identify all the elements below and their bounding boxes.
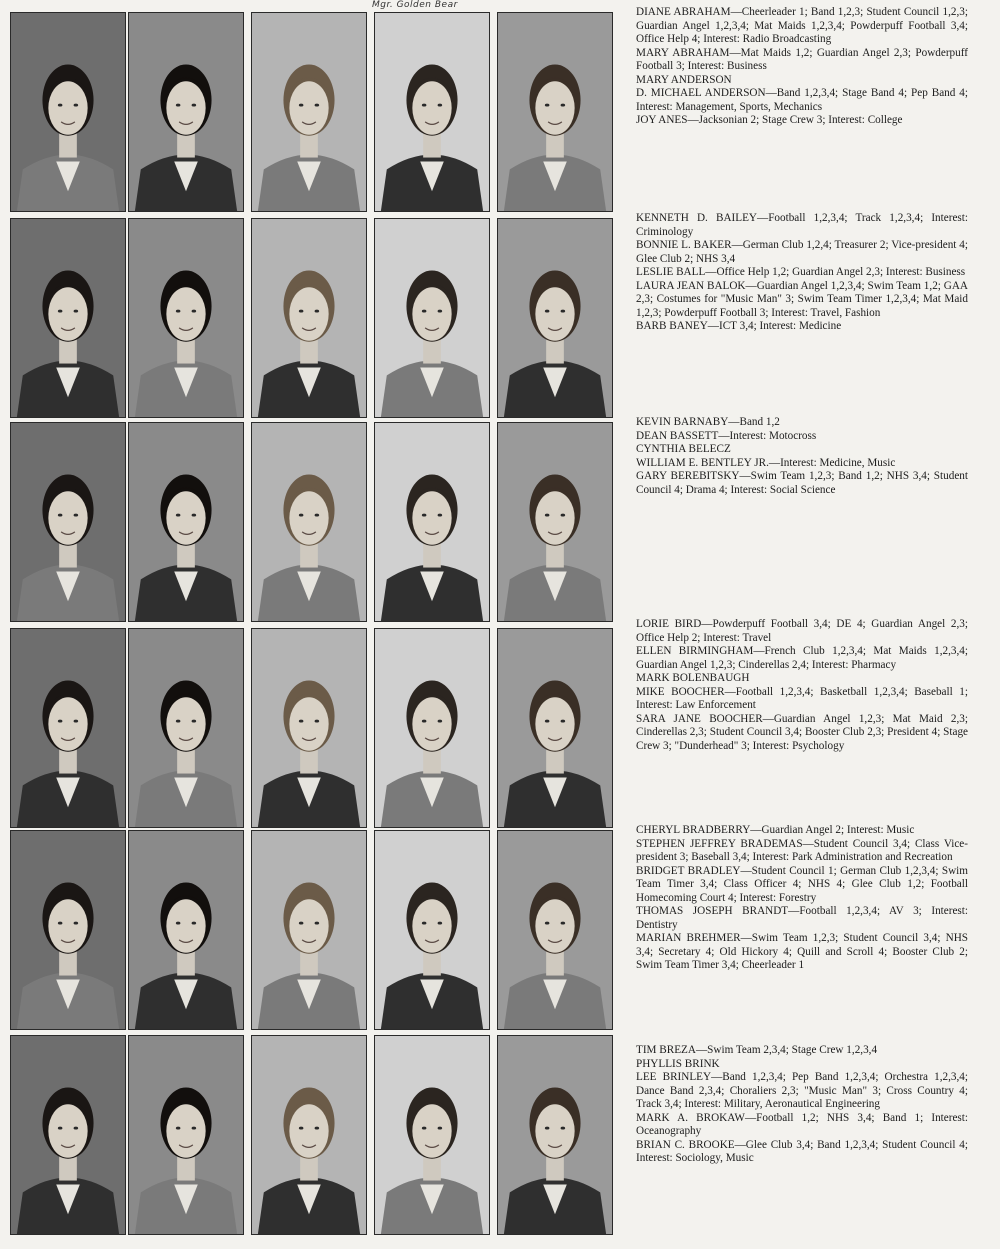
student-portrait <box>128 422 244 622</box>
student-portrait <box>128 628 244 828</box>
student-entry: GARY BEREBITSKY—Swim Team 1,2,3; Band 1,2; NHS 3,4; Student Council 4; Drama 4; Interest: Social Science <box>636 470 968 496</box>
student-entry: KEVIN BARNABY—Band 1,2 <box>636 416 780 428</box>
student-portrait <box>128 218 244 418</box>
student-portrait <box>10 218 126 418</box>
caption-block <box>636 6 968 128</box>
student-entry: BRIAN C. BROOKE—Glee Club 3,4; Band 1,2,3,4; Student Council 4; Interest: Sociology, Music <box>636 1138 968 1164</box>
student-entry: STEPHEN JEFFREY BRADEMAS—Student Council 3,4; Class Vice-president 3; Baseball 3,4; Interest: Park Administration and Recreation <box>636 837 968 863</box>
student-entry: MARY ANDERSON <box>636 73 732 86</box>
caption-block <box>636 618 968 753</box>
student-portrait <box>251 628 367 828</box>
handwritten-note: Mgr. Golden Bear <box>372 0 458 10</box>
caption-block <box>636 212 968 334</box>
student-portrait <box>251 1035 367 1235</box>
student-entry: BONNIE L. BAKER—German Club 1,2,4; Treasurer 2; Vice-president 4; Glee Club 2; NHS 3,4 <box>636 239 968 265</box>
student-entry: BARB BANEY—ICT 3,4; Interest: Medicine <box>636 320 842 332</box>
student-portrait <box>497 12 613 212</box>
student-portrait <box>374 628 490 828</box>
student-entry: MARIAN BREHMER—Swim Team 1,2,3; Student Council 3,4; NHS 3,4; Secretary 4; Old Hickory 4; Quill and Scroll 4; Booster Club 2; Swim Team Timer 3,4; Cheerleader 1 <box>636 932 968 971</box>
student-portrait <box>497 1035 613 1235</box>
student-portrait <box>497 628 613 828</box>
student-entry: TIM BREZA—Swim Team 2,3,4; Stage Crew 1,2,3,4 <box>636 1044 878 1056</box>
student-portrait <box>251 422 367 622</box>
caption-block <box>636 824 968 973</box>
student-entry: D. MICHAEL ANDERSON—Band 1,2,3,4; Stage Band 4; Pep Band 4; Interest: Management, Sports, Mechanics <box>636 87 968 113</box>
student-entry: ELLEN BIRMINGHAM—French Club 1,2,3,4; Mat Maids 1,2,3,4; Guardian Angel 1,2,3; Cinderellas 2,4; Interest: Pharmacy <box>636 645 968 671</box>
student-entry: LORIE BIRD—Powderpuff Football 3,4; DE 4; Guardian Angel 2,3; Office Help 2; Interest: Travel <box>636 618 968 644</box>
student-portrait <box>374 218 490 418</box>
student-portrait <box>251 218 367 418</box>
student-entry: LAURA JEAN BALOK—Guardian Angel 1,2,3,4; Swim Team 1,2; GAA 2,3; Costumes for "Music Man" 3; Swim Team Timer 1,2,3,4; Mat Maid 1,2,3; Powderpuff Football 3; Interest: Travel, Fashion <box>636 279 968 319</box>
student-entry: KENNETH D. BAILEY—Football 1,2,3,4; Track 1,2,3,4; Interest: Criminology <box>636 212 968 238</box>
student-portrait <box>10 1035 126 1235</box>
student-entry: DIANE ABRAHAM—Cheerleader 1; Band 1,2,3; Student Council 1,2,3; Guardian Angel 1,2,3,4; Mat Maids 1,2,3,4; Powderpuff Football 3,4; Office Help 4; Interest: Radio Broadcasting <box>636 6 968 45</box>
student-entry: WILLIAM E. BENTLEY JR.—Interest: Medicine, Music <box>636 456 896 469</box>
student-entry: CHERYL BRADBERRY—Guardian Angel 2; Interest: Music <box>636 824 915 836</box>
student-portrait <box>374 12 490 212</box>
student-portrait <box>251 12 367 212</box>
student-entry: MIKE BOOCHER—Football 1,2,3,4; Basketball 1,2,3,4; Baseball 1; Interest: Law Enforcement <box>636 685 968 711</box>
student-entry: SARA JANE BOOCHER—Guardian Angel 1,2,3; Mat Maid 2,3; Cinderellas 2,3; Student Council 3,4; Booster Club 2,3; President 4; Stage Crew 3; "Dunderhead" 3; Interest: Psychology <box>636 712 968 752</box>
student-portrait <box>10 422 126 622</box>
student-portrait <box>10 12 126 212</box>
student-entry: PHYLLIS BRINK <box>636 1057 720 1070</box>
student-entry: CYNTHIA BELECZ <box>636 443 731 455</box>
student-entry: THOMAS JOSEPH BRANDT—Football 1,2,3,4; AV 3; Interest: Dentistry <box>636 905 968 931</box>
student-entry: MARK BOLENBAUGH <box>636 672 750 684</box>
student-portrait <box>374 830 490 1030</box>
student-portrait <box>128 12 244 212</box>
caption-column <box>636 0 968 1249</box>
student-portrait <box>497 830 613 1030</box>
student-portrait <box>128 830 244 1030</box>
student-portrait <box>497 422 613 622</box>
caption-block <box>636 1044 968 1166</box>
student-portrait <box>251 830 367 1030</box>
student-entry: DEAN BASSETT—Interest: Motocross <box>636 429 817 442</box>
student-portrait <box>497 218 613 418</box>
student-portrait <box>128 1035 244 1235</box>
student-entry: MARY ABRAHAM—Mat Maids 1,2; Guardian Angel 2,3; Powderpuff Football 3; Interest: Business <box>636 46 968 72</box>
student-entry: LESLIE BALL—Office Help 1,2; Guardian Angel 2,3; Interest: Business <box>636 266 966 278</box>
caption-block <box>636 416 968 497</box>
student-entry: LEE BRINLEY—Band 1,2,3,4; Pep Band 1,2,3,4; Orchestra 1,2,3,4; Dance Band 2,3,4; Choraliers 2,3; "Music Man" 3; Cross Country 4; Track 3,4; Interest: Military, Aeronautical Engineering <box>636 1071 968 1110</box>
student-portrait <box>374 1035 490 1235</box>
student-portrait <box>10 830 126 1030</box>
student-portrait <box>374 422 490 622</box>
student-portrait <box>10 628 126 828</box>
student-entry: JOY ANES—Jacksonian 2; Stage Crew 3; Interest: College <box>636 114 903 126</box>
student-entry: BRIDGET BRADLEY—Student Council 1; German Club 1,2,3,4; Swim Team Timer 3,4; Class Officer 4; NHS 4; Glee Club 1,2; Football Homecoming Court 4; Interest: Forestry <box>636 864 968 904</box>
student-entry: MARK A. BROKAW—Football 1,2; NHS 3,4; Band 1; Interest: Oceanography <box>636 1111 968 1137</box>
